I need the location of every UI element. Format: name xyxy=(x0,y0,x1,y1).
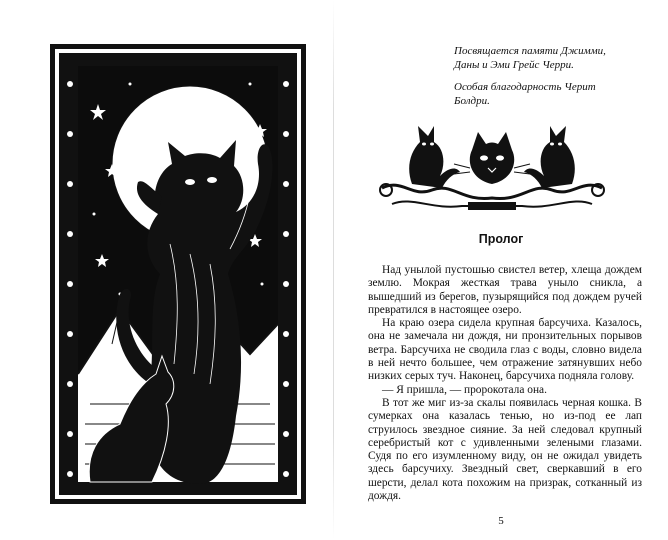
paragraph: На краю озера сидела крупная барсучиха. Казалось, она не замечала ни дождя, ни пронзительных порывов ветра. Барсучиха не сводила глаз с воды, словно видела в ней нечто большее, чем отражение затянувших небо низких серых туч. Наконец, барсучиха подняла голову. xyxy=(368,317,642,383)
chapter-title: Пролог xyxy=(478,232,524,246)
frontispiece-illustration xyxy=(50,44,306,504)
acknowledgement-line: Особая благодарность Черит xyxy=(454,81,596,93)
twin-cats-ornament-icon xyxy=(372,118,612,218)
dedication xyxy=(454,44,650,108)
right-page xyxy=(334,0,668,540)
dedication-line: Посвящается памяти Джимми, xyxy=(454,45,606,57)
acknowledgement-line: Болдри. xyxy=(454,95,490,107)
paragraph: Над унылой пустошью свистел ветер, хлеща дождем землю. Мокрая жесткая трава уныло сникла, а вышедший из берегов, пузырящийся под дождем ручей превратился в настоящее озеро. xyxy=(368,264,642,316)
chapter-body xyxy=(368,264,642,503)
paragraph: — Я пришла, — пророкотала она. xyxy=(382,383,547,396)
dedication-line: Даны и Эми Грейс Черри. xyxy=(454,59,574,71)
page-number: 5 xyxy=(498,515,504,527)
paragraph: В тот же миг из-за скалы появилась черная кошка. В сумерках она казалась тенью, но из-под ее лап струилось звездное сияние. За ней следовал крупный серебристый кот с удивленными зелеными глазами. Судя по его изумленному виду, он не ожидал увидеть здесь барсучиху. Звездный свет, сверкавший в его шерсти, делал кота похожим на призрак, сотканный из дождя. xyxy=(368,396,642,503)
left-page xyxy=(0,0,333,540)
